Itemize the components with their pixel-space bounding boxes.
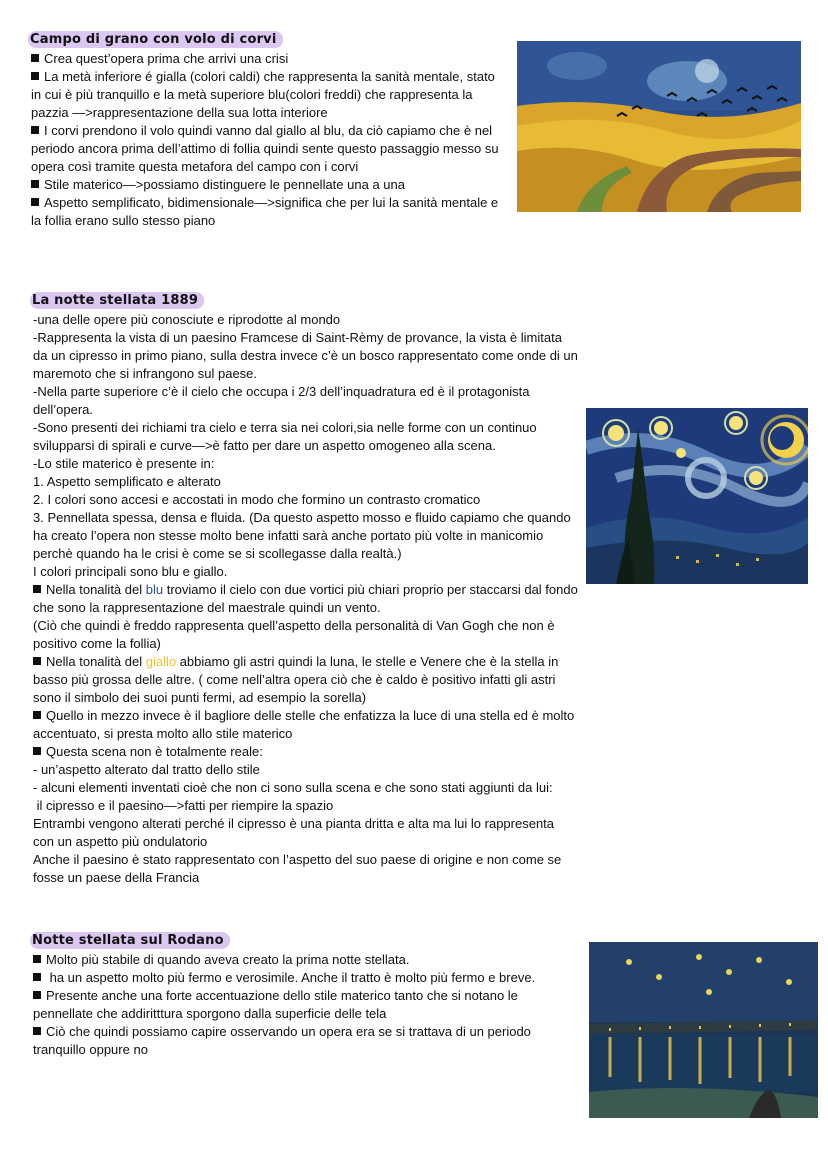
list-item: Nella tonalità del blu troviamo il cielo con due vortici più chiari proprio per staccarsi dal fondo che sono la rappresentazione del maestrale quindi un vento. <box>33 582 578 615</box>
list-item: Questa scena non è totalmente reale: <box>33 743 578 761</box>
text-line: - un’aspetto alterato dal tratto dello stile <box>33 762 260 777</box>
bullet-icon <box>33 973 41 981</box>
list-item: ha un aspetto molto più fermo e verosimile. Anche il tratto è molto più fermo e breve. <box>33 969 578 987</box>
text-line: Anche il paesino è stato rappresentato con l’aspetto del suo paese di origine e non come se fosse un paese della Francia <box>33 852 562 885</box>
bullet-icon <box>33 1027 41 1035</box>
text-line: Entrambi vengono alterati perché il cipresso è una pianta dritta e alta ma lui lo rappresenta con un aspetto più ondulatorio <box>33 816 555 849</box>
list-item: La metà inferiore é gialla (colori caldi) che rappresenta la sanità mentale, stato in cui è più tranquillo e la metà superiore blu(colori freddi) che rappresenta la pazzia —>rappresentazione della sua lotta interiore <box>31 69 495 120</box>
bullet-icon <box>33 585 41 593</box>
bullet-icon <box>33 711 41 719</box>
bullet-icon <box>33 991 41 999</box>
text-line: (Ciò che quindi è freddo rappresenta quell’aspetto della personalità di Van Gogh che non è positivo come la follia) <box>33 618 555 651</box>
text-line: 1. Aspetto semplificato e alterato <box>33 474 221 489</box>
list-item: Molto più stabile di quando aveva creato la prima notte stellata. <box>33 951 578 969</box>
painting-starry-night-over-rhone <box>589 942 818 1118</box>
yellow-word: giallo <box>145 654 177 669</box>
list-item: Nella tonalità del giallo abbiamo gli astri quindi la luna, le stelle e Venere che è la stella in basso più grossa delle altre. ( come nell’altra opera ciò che è caldo è positivo infatti gli astri sono il simbolo dei suoi punti fermi, ad esempio la sorella) <box>33 654 559 705</box>
list-item: Aspetto semplificato, bidimensionale—>significa che per lui la sanità mentale e la follia erano sullo stesso piano <box>31 195 499 228</box>
list-item: Ciò che quindi possiamo capire osservando un opera era se si trattava di un periodo tranquillo oppure no <box>33 1024 531 1057</box>
bullet-icon <box>31 72 39 80</box>
section2-text <box>33 311 578 887</box>
list-item: Presente anche una forte accentuazione dello stile materico tanto che si notano le pennellate che addiritttura sporgono dalla superficie delle tela <box>33 988 518 1021</box>
painting-wheatfield-with-crows <box>517 41 801 212</box>
text-line: -Lo stile materico è presente in: <box>33 456 215 471</box>
bullet-icon <box>33 747 41 755</box>
section-title-notte-stellata-rodano: Notte stellata sul Rodano <box>30 932 230 949</box>
painting-starry-night <box>586 408 808 584</box>
list-item: Stile materico—>possiamo distinguere le pennellate una a una <box>31 176 507 194</box>
list-item: I corvi prendono il volo quindi vanno dal giallo al blu, da ciò capiamo che è nel periodo ancora prima dell’attimo di follia quindi sente questo passaggio messo su opera così tramite questa metafora del campo con i corvi <box>31 123 499 174</box>
text-line: - alcuni elementi inventati cioè che non ci sono sulla scena e che sono stati aggiunti da lui: <box>33 780 553 795</box>
text-line: 2. I colori sono accesi e accostati in modo che formino un contrasto cromatico <box>33 492 481 507</box>
text-line: 3. Pennellata spessa, densa e fluida. (Da questo aspetto mosso e fluido capiamo che quando ha creato l’opera non stesse molto bene infatti sarà anche portato più volte in manicomio perchè quando ha le crisi è come se si scollegasse dalla realtà.) <box>33 510 571 561</box>
text-line: -una delle opere più conosciute e riprodotte al mondo <box>33 312 341 327</box>
text-line: I colori principali sono blu e giallo. <box>33 564 228 579</box>
list-item: Quello in mezzo invece è il bagliore delle stelle che enfatizza la luce di una stella ed è molto accentuato, si presta molto allo stile materico <box>33 708 575 741</box>
section-title-notte-stellata: La notte stellata 1889 <box>30 292 204 309</box>
bullet-icon <box>31 198 39 206</box>
list-item: Crea quest’opera prima che arrivi una crisi <box>31 50 507 68</box>
section3-text <box>33 951 578 1059</box>
section-title-campo-di-grano: Campo di grano con volo di corvi <box>28 31 283 48</box>
section1-text <box>31 50 507 230</box>
bullet-icon <box>31 126 39 134</box>
text-line: -Nella parte superiore c’è il cielo che occupa i 2/3 dell’inquadratura ed è il protagonista dell’opera. <box>33 384 530 417</box>
bullet-icon <box>31 54 39 62</box>
text-line: -Rappresenta la vista di un paesino Framcese di Saint-Rèmy de provance, la vista è limitata da un cipresso in primo piano, sulla destra invece c’è un bosco rappresentato come onde di un maremoto che si infrangono sul paese. <box>33 330 578 381</box>
blue-word: blu <box>145 582 164 597</box>
bullet-icon <box>33 657 41 665</box>
bullet-icon <box>33 955 41 963</box>
bullet-icon <box>31 180 39 188</box>
text-line: il cipresso e il paesino—>fatti per riempire la spazio <box>33 798 334 813</box>
text-line: -Sono presenti dei richiami tra cielo e terra sia nei colori,sia nelle forme con un continuo svilupparsi di spirali e curve—>è fatto per dare un aspetto omogeneo alla scena. <box>33 420 537 453</box>
